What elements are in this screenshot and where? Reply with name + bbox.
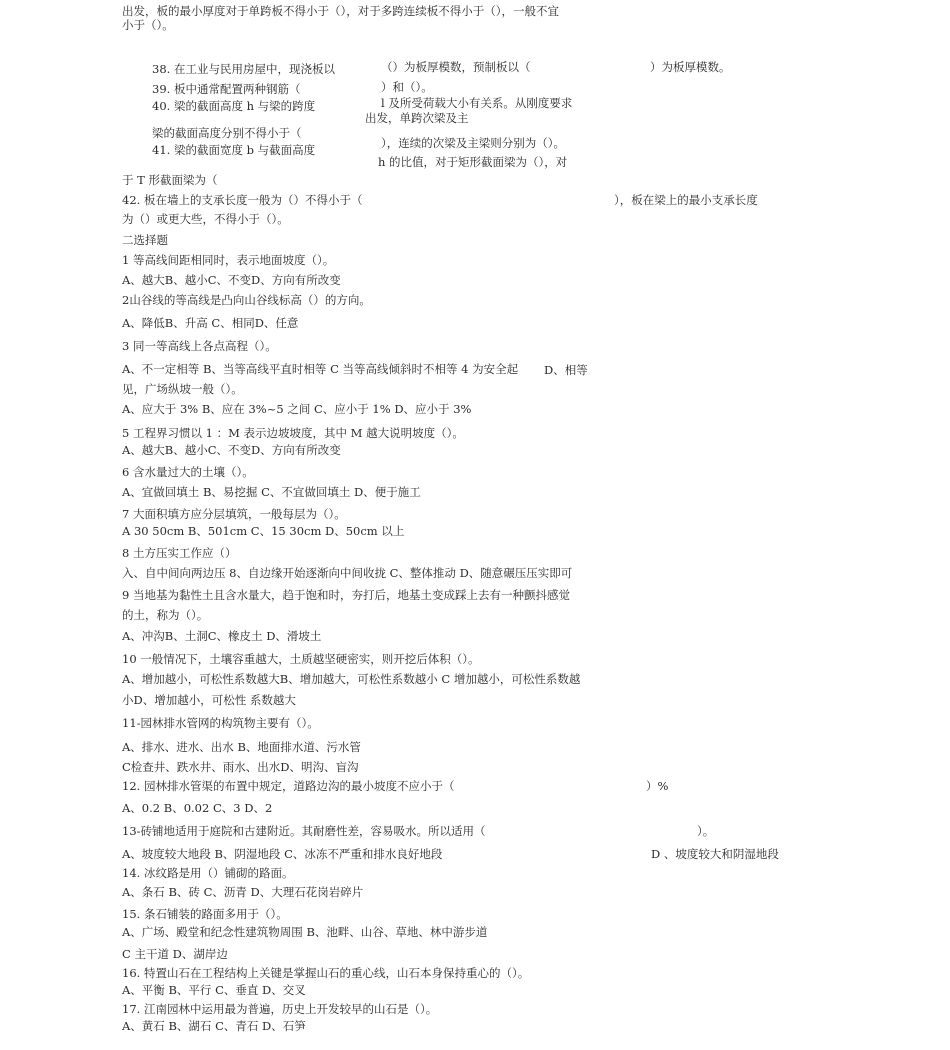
question-38: 38. 在工业与民用房屋中，现浇板以 (152, 62, 335, 76)
choice-question-7: 7 大面积填方应分层填筑，一般每层为（）。 (122, 507, 346, 521)
choice-question-13: 13-砖铺地适用于庭院和古建附近。其耐磨性差，容易吸水。所以适用（ (122, 824, 486, 838)
question-39-end: ）和（）。 (381, 80, 433, 94)
question-40-end: ），连续的次梁及主梁则分别为（）。 (381, 136, 565, 150)
choice-options-12: A、0.2 B、0.02 C、3 D、2 (122, 801, 273, 815)
choice-options-7: A 30 50cm B、501cm C、15 30cm D、50cm 以上 (122, 524, 405, 538)
text-line: 出发，板的最小厚度对于单跨板不得小于（），对于多跨连续板不得小于（），一般不宜 (122, 4, 559, 18)
choice-options-15-cont: C 主干道 D、湖岸边 (122, 947, 228, 961)
choice-options-17: A、黄石 B、湖石 C、青石 D、石笋 (122, 1019, 306, 1033)
choice-options-11: A、排水、进水、出水 B、地面排水道、污水管 (122, 740, 361, 754)
choice-question-3: 3 同一等高线上各点高程（）。 (122, 339, 277, 353)
choice-options-10: A、增加越小，可松性系数越大B、增加越大，可松性系数越小 C 增加越小，可松性系数越 (122, 672, 581, 686)
question-42: 42. 板在墙上的支承长度一般为（）不得小于（ (122, 193, 363, 207)
choice-options-2: A、降低B、升高 C、相同D、任意 (122, 316, 299, 330)
choice-options-11-cont: C检查井、跌水井、雨水、出水D、明沟、盲沟 (122, 760, 359, 774)
question-38-end: ）为板厚模数。 (650, 60, 731, 74)
choice-options-15: A、广场、殿堂和纪念性建筑物周围 B、池畔、山谷、草地、林中游步道 (122, 925, 488, 939)
choice-question-11: 11-园林排水管网的构筑物主要有（）。 (122, 716, 319, 730)
choice-options-10-cont: 小D、增加越小，可松性 系数越大 (122, 693, 296, 707)
choice-question-6: 6 含水量过大的土壤（）。 (122, 465, 254, 479)
choice-question-17: 17. 江南园林中运用最为普遍，历史上开发较早的山石是（）。 (122, 1002, 438, 1016)
choice-question-4: 见，广场纵坡一般（）。 (122, 382, 243, 396)
choice-question-15: 15. 条石铺装的路面多用于（）。 (122, 907, 288, 921)
question-39: 39. 板中通常配置两种钢筋（ (152, 82, 301, 96)
question-41-end: 于 T 形截面梁为（ (122, 173, 218, 187)
choice-question-13-end: ）。 (697, 824, 715, 838)
choice-question-12: 12. 园林排水管渠的布置中规定，道路边沟的最小坡度不应小于（ (122, 779, 455, 793)
question-40-cont3: 梁的截面高度分别不得小于（ (152, 126, 302, 140)
choice-options-6: A、宜做回填土 B、易挖掘 C、不宜做回填土 D、便于施工 (122, 485, 421, 499)
question-42-end: 为（）或更大些，不得小于（）。 (122, 212, 289, 226)
choice-question-12-end: ）% (646, 779, 669, 793)
choice-options-3: A、不一定相等 B、当等高线平直时相等 C 当等高线倾斜时不相等 4 为安全起 (122, 362, 519, 376)
choice-question-14: 14. 冰纹路是用（）铺砌的路面。 (122, 866, 294, 880)
choice-question-8: 8 土方压实工作应（） (122, 546, 237, 560)
choice-options-5: A、越大B、越小C、不变D、方向有所改变 (122, 443, 341, 457)
question-40-cont: l 及所受荷载大小有关系。从刚度要求 (381, 96, 573, 110)
choice-options-14: A、条石 B、砖 C、沥青 D、大理石花岗岩碎片 (122, 885, 364, 899)
text-line: 小于（）。 (122, 18, 174, 32)
choice-options-16: A、平衡 B、平行 C、垂直 D、交叉 (122, 983, 306, 997)
choice-options-8: 入、自中间向两边压 8、自边缘开始逐渐向中间收拢 C、整体推动 D、随意碾压压实即可 (122, 566, 573, 580)
question-40-cont2: 出发，单跨次梁及主 (365, 111, 469, 125)
choice-options-13-d: D 、坡度较大和阴湿地段 (651, 847, 779, 861)
choice-question-9: 9 当地基为黏性土且含水量大，趋于饱和时，夯打后，地基土变成踩上去有一种颤抖感觉 (122, 588, 570, 602)
choice-options-3-d: D、相等 (544, 363, 588, 377)
question-42-cont: ），板在梁上的最小支承长度 (614, 193, 758, 207)
choice-question-16: 16. 特置山石在工程结构上关键是掌握山石的重心线，山石本身保持重心的（）。 (122, 966, 530, 980)
question-40: 40. 梁的截面高度 h 与梁的跨度 (152, 99, 316, 113)
question-41-cont: h 的比值，对于矩形截面梁为（），对 (378, 155, 568, 169)
choice-question-1: 1 等高线间距相同时，表示地面坡度（）。 (122, 253, 335, 267)
choice-question-9-cont: 的土，称为（）。 (122, 608, 209, 622)
question-38-blank: （）为板厚模数，预制板以（ (381, 60, 531, 74)
choice-options-13: A、坡度较大地段 B、阴湿地段 C、冰冻不严重和排水良好地段 (122, 847, 443, 861)
section-heading: 二选择题 (122, 233, 168, 247)
choice-question-10: 10 一般情况下，土壤容重越大，土质越坚硬密实，则开挖后体积（）。 (122, 652, 480, 666)
choice-options-9: A、冲沟B、土洞C、橡皮土 D、滑坡土 (122, 629, 322, 643)
choice-question-2: 2山谷线的等高线是凸向山谷线标高（）的方向。 (122, 293, 371, 307)
choice-question-5: 5 工程界习惯以 1 ：M 表示边坡坡度，其中 M 越大说明坡度（）。 (122, 426, 464, 440)
question-41: 41. 梁的截面宽度 b 与截面高度 (152, 143, 316, 157)
choice-options-4: A、应大于 3% B、应在 3%~5 之间 C、应小于 1% D、应小于 3% (122, 402, 472, 416)
choice-options-1: A、越大B、越小C、不变D、方向有所改变 (122, 273, 341, 287)
